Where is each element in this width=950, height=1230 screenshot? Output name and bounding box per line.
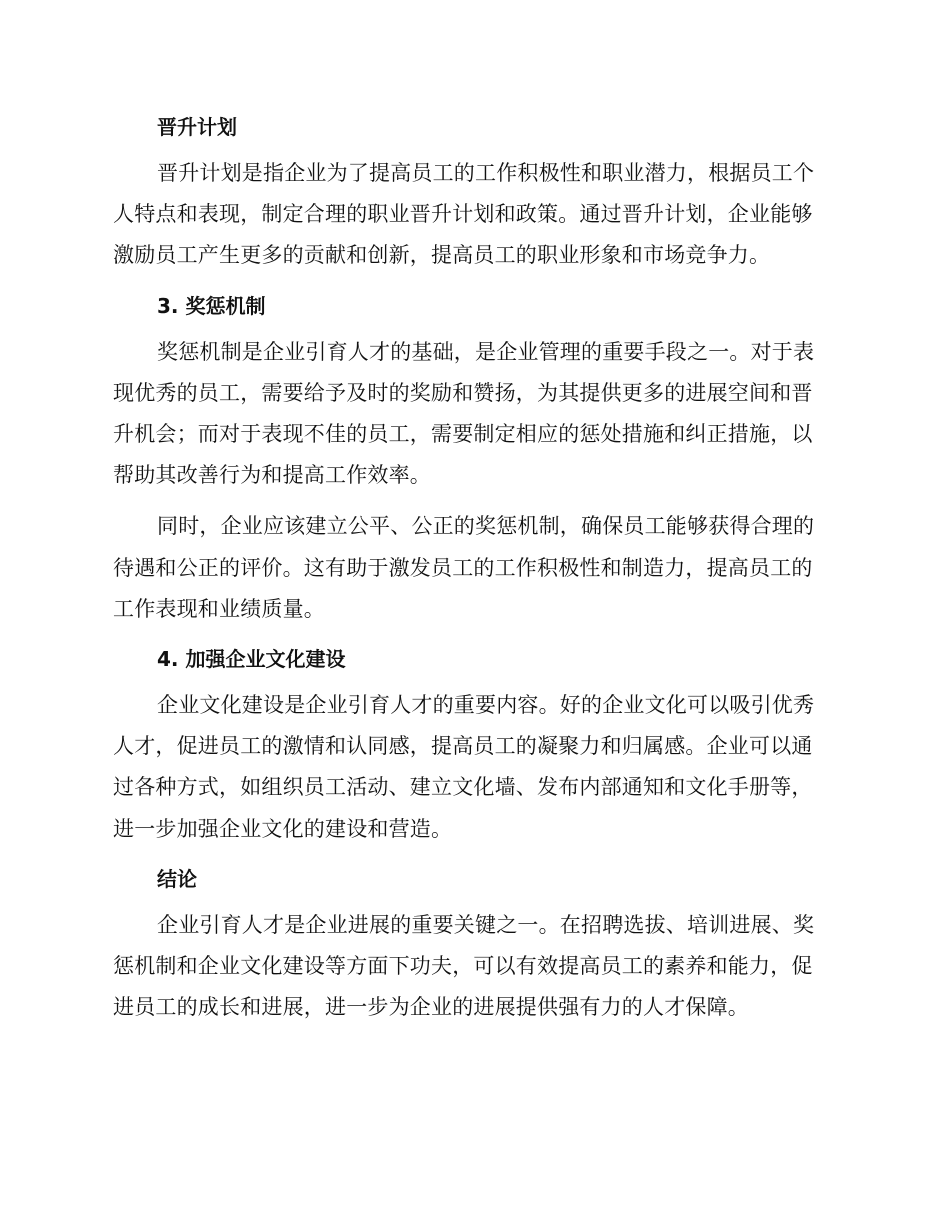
text-line: 人才，促进员工的激情和认同感，提高员工的凝聚力和归属感。企业可以通 [113, 734, 813, 759]
paragraph [113, 506, 831, 630]
section-heading: 结论 [157, 866, 197, 891]
paragraph [113, 153, 831, 277]
text-line: 同时，企业应该建立公平、公正的奖惩机制，确保员工能够获得合理的 [157, 514, 815, 539]
text-line: 过各种方式，如组织员工活动、建立文化墙、发布内部通知和文化手册等， [113, 775, 813, 800]
text-line: 惩机制和企业文化建设等方面下功夫，可以有效提高员工的素养和能力，促 [113, 954, 813, 979]
paragraph [113, 905, 831, 1029]
document-page [113, 108, 831, 1028]
text-line: 奖惩机制是企业引育人才的基础，是企业管理的重要手段之一。对于表 [157, 339, 815, 364]
section-heading: 4. 加强企业文化建设 [157, 647, 346, 672]
paragraph [113, 685, 831, 850]
text-line: 进员工的成长和进展，进一步为企业的进展提供强有力的人才保障。 [113, 995, 749, 1020]
text-line: 帮助其改善行为和提高工作效率。 [113, 463, 431, 488]
text-line: 进一步加强企业文化的建设和营造。 [113, 816, 453, 841]
text-line: 激励员工产生更多的贡献和创新，提高员工的职业形象和市场竞争力。 [113, 243, 771, 268]
section-heading: 3. 奖惩机制 [157, 293, 266, 318]
section-heading: 晋升计划 [157, 115, 237, 139]
text-line: 企业引育人才是企业进展的重要关键之一。在招聘选拔、培训进展、奖 [157, 912, 815, 937]
text-line: 现优秀的员工，需要给予及时的奖励和赞扬，为其提供更多的进展空间和晋 [113, 380, 813, 405]
paragraph [113, 332, 831, 497]
text-line: 晋升计划是指企业为了提高员工的工作积极性和职业潜力，根据员工个 [157, 161, 815, 185]
text-line: 工作表现和业绩质量。 [113, 596, 325, 621]
text-line: 人特点和表现，制定合理的职业晋升计划和政策。通过晋升计划，企业能够 [113, 202, 813, 227]
text-line: 升机会；而对于表现不佳的员工，需要制定相应的惩处措施和纠正措施，以 [113, 422, 813, 447]
text-line: 企业文化建设是企业引育人才的重要内容。好的企业文化可以吸引优秀 [157, 693, 815, 718]
text-line: 待遇和公正的评价。这有助于激发员工的工作积极性和制造力，提高员工的 [113, 555, 813, 580]
